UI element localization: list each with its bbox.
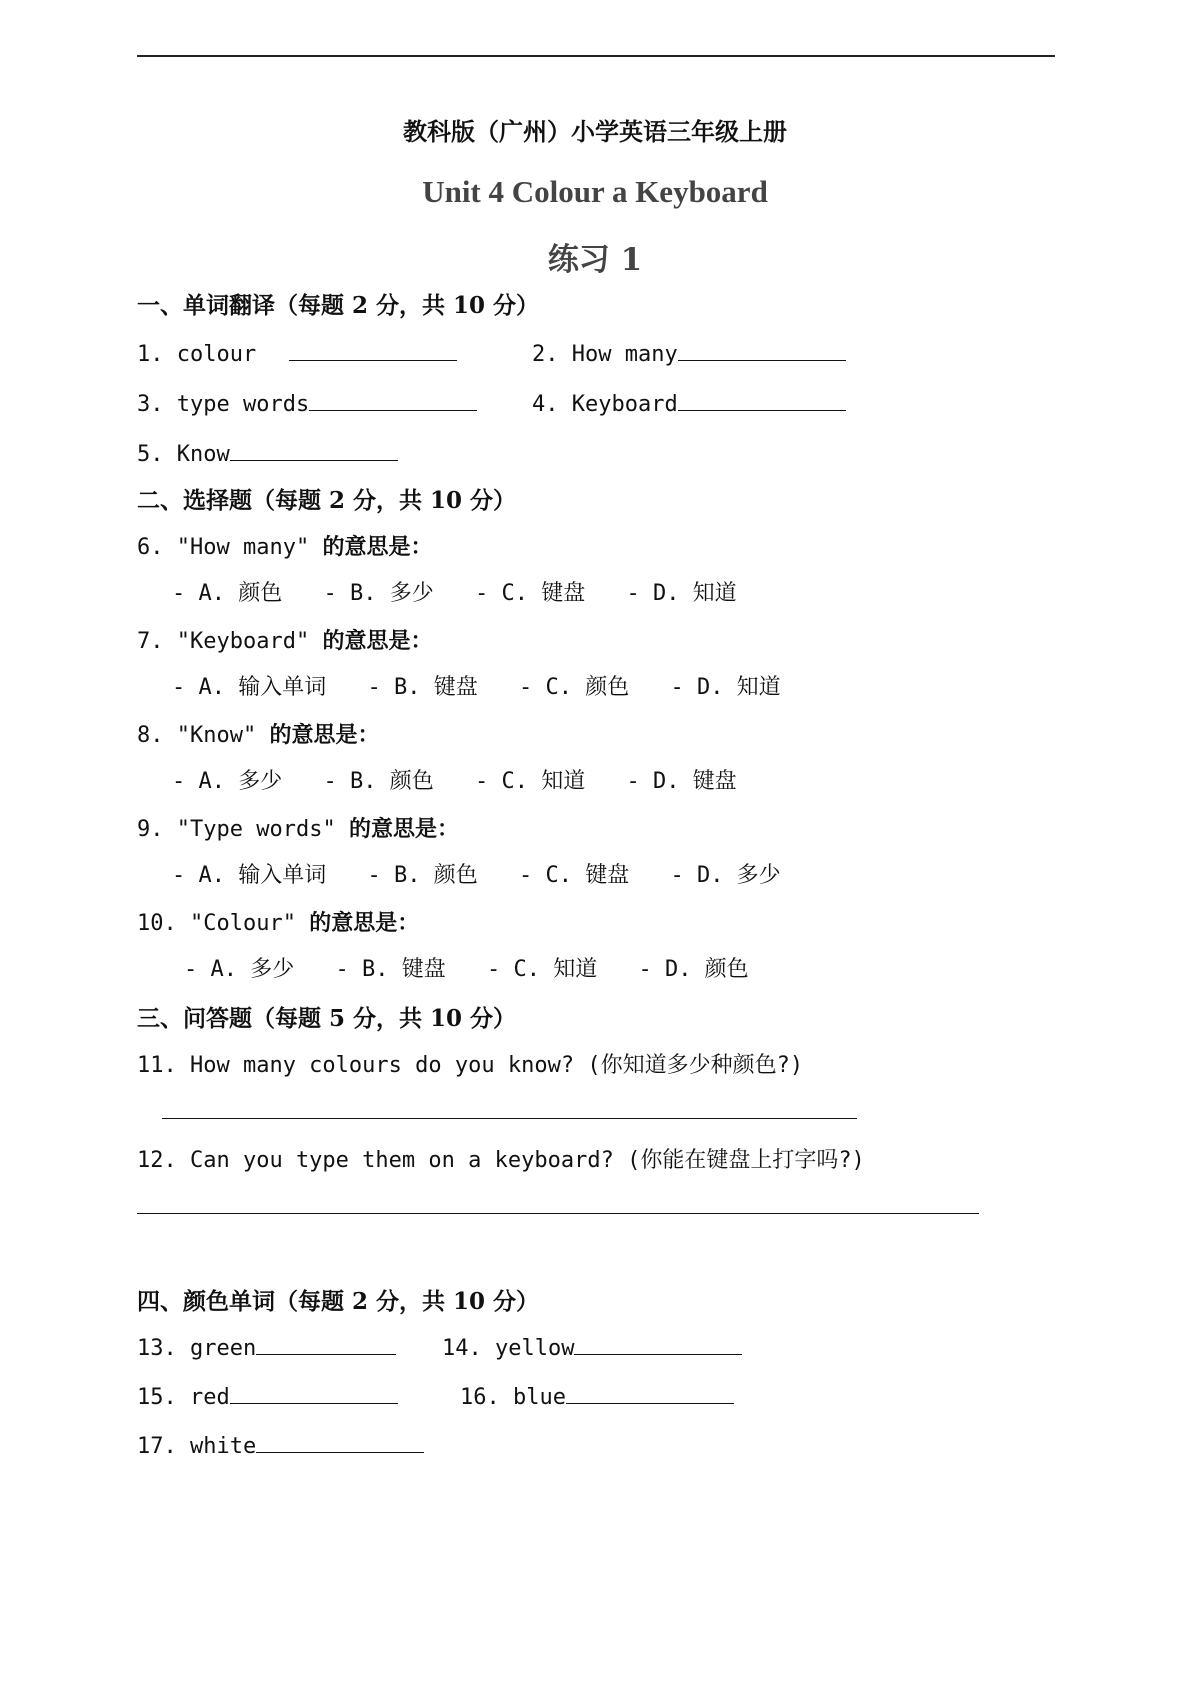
unit-title: Unit 4 Colour a Keyboard [422,174,768,209]
q10-option-b[interactable]: - B. 键盘 [335,957,446,982]
q6-option-b[interactable]: - B. 多少 [323,581,434,606]
item-3-label: 3. type words [137,392,310,417]
q9-option-d[interactable]: - D. 多少 [670,863,781,888]
q7-term: "Keyboard" [176,629,310,654]
q11-answer-line[interactable] [162,1118,857,1119]
item-5-label: 5. Know [137,442,230,467]
item-2-label: 2. How many [532,342,678,367]
item-15-label: 15. red [137,1385,230,1410]
item-5-blank[interactable] [230,438,398,461]
q8-option-b[interactable]: - B. 颜色 [323,769,434,794]
item-13 [137,1332,396,1361]
q10-option-a[interactable]: - A. 多少 [184,957,295,982]
section1-heading: 一、单词翻译（每题 2 分，共 10 分） [137,292,540,319]
question-12: 12. Can you type them on a keyboard? (你能在键盘上打字吗?) [137,1148,865,1173]
item-1-label: 1. colour [137,342,257,367]
q8-number: 8. [137,723,164,748]
item-16-label: 16. blue [460,1385,566,1410]
q7-options [172,670,809,701]
q6-number: 6. [137,535,164,560]
q7-option-a[interactable]: - A. 输入单词 [172,675,327,700]
item-16 [460,1381,734,1410]
question-9 [137,812,459,843]
item-17 [137,1430,424,1459]
series-title: 教科版（广州）小学英语三年级上册 [403,117,787,146]
q7-option-b[interactable]: - B. 键盘 [367,675,478,700]
q9-term: "Type words" [176,817,336,842]
q9-option-b[interactable]: - B. 颜色 [367,863,478,888]
q6-option-c[interactable]: - C. 键盘 [474,581,586,606]
item-13-label: 13. green [137,1336,257,1361]
item-16-blank[interactable] [566,1381,734,1404]
item-3 [137,388,477,417]
q7-option-c[interactable]: - C. 颜色 [518,675,630,700]
q8-term: "Know" [176,723,257,748]
q9-number: 9. [137,817,164,842]
item-4-label: 4. Keyboard [532,392,678,417]
q9-option-c[interactable]: - C. 键盘 [518,863,630,888]
q10-term: "Colour" [190,911,296,936]
q9-option-a[interactable]: - A. 输入单词 [172,863,327,888]
question-6 [137,530,432,561]
question-10 [137,906,419,937]
item-5 [137,438,398,467]
item-15 [137,1381,398,1410]
q7-prompt: 的意思是： [322,629,433,654]
item-17-label: 17. white [137,1434,257,1459]
question-8 [137,718,380,749]
question-11: 11. How many colours do you know? (你知道多少种颜色?) [137,1053,804,1078]
q10-option-d[interactable]: - D. 颜色 [638,957,749,982]
q10-options [184,952,777,983]
q10-number: 10. [137,911,177,936]
q8-option-a[interactable]: - A. 多少 [172,769,283,794]
item-14-blank[interactable] [574,1332,742,1355]
section4-heading: 四、颜色单词（每题 2 分，共 10 分） [137,1288,540,1315]
item-14 [442,1332,742,1361]
q7-option-d[interactable]: - D. 知道 [670,675,781,700]
item-4 [532,388,846,417]
item-2 [532,338,846,367]
item-14-label: 14. yellow [442,1336,575,1361]
item-2-blank[interactable] [678,338,846,361]
q8-options [172,764,765,795]
item-1 [137,338,457,367]
q7-number: 7. [137,629,164,654]
q12-answer-line[interactable] [137,1213,979,1214]
section2-heading: 二、选择题（每题 2 分，共 10 分） [137,487,517,514]
question-7 [137,624,432,655]
q6-option-d[interactable]: - D. 知道 [626,581,737,606]
section3-heading: 三、问答题（每题 5 分，共 10 分） [137,1005,517,1032]
item-17-blank[interactable] [256,1430,424,1453]
q8-prompt: 的意思是： [269,723,380,748]
item-4-blank[interactable] [678,388,846,411]
exercise-title: 练习 1 [547,242,643,278]
q6-option-a[interactable]: - A. 颜色 [172,581,283,606]
q6-options [172,576,765,607]
q6-prompt: 的意思是： [322,535,433,560]
item-13-blank[interactable] [256,1332,396,1355]
top-rule [137,55,1055,57]
q6-term: "How many" [176,535,310,560]
q9-prompt: 的意思是： [348,817,459,842]
q10-option-c[interactable]: - C. 知道 [486,957,598,982]
q10-prompt: 的意思是： [309,911,420,936]
item-1-blank[interactable] [289,338,457,361]
q8-option-d[interactable]: - D. 键盘 [626,769,737,794]
item-15-blank[interactable] [230,1381,398,1404]
item-3-blank[interactable] [309,388,477,411]
q8-option-c[interactable]: - C. 知道 [474,769,586,794]
q9-options [172,858,809,889]
